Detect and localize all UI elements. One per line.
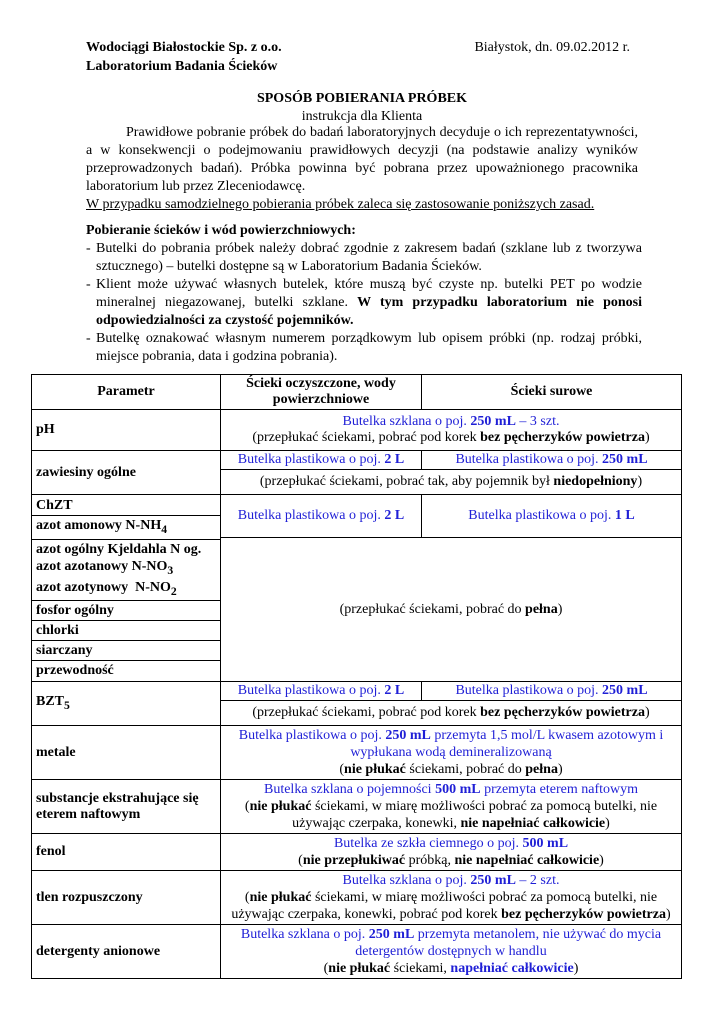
table-row [32,410,682,451]
treated-bottle: Butelka plastikowa o poj. 2 L [221,682,422,701]
list-item: - Butelki do pobrania próbek należy dobrać zgodnie z zakresem badań (szklane lub z tworzywa sztucznego) – butelki dostępne są w Laboratorium Badania Ścieków. [86,241,642,274]
intro-paragraph [86,124,638,214]
table-row [32,451,682,470]
table-row [32,726,682,780]
header-raw: Ścieki surowe [422,375,682,410]
param-name: chlorki [32,621,220,641]
table-row [32,495,682,538]
list-item: - Butelkę oznakować własnym numerem porządkowym lub opisem próbki (np. rodzaj próbki, miejsce pobrania, data i godzina pobrania). [86,331,642,364]
sampling-instruction: Butelka szklana o poj. 250 mL – 3 szt. (przepłukać ściekami, pobrać pod korek bez pęcherzyków powietrza) [221,410,682,451]
param-name: tlen rozpuszczony [32,871,221,925]
table-row [32,834,682,871]
param-name: ChZT [32,496,220,516]
param-name: $BZT_5$ [32,682,221,726]
table-row [32,925,682,979]
raw-bottle: Butelka plastikowa o poj. 250 mL [422,682,682,701]
sampling-rules [86,222,642,366]
document-title: SPOSÓB POBIERANIA PRÓBEK [256,91,468,106]
param-name: azot ogólny Kjeldahla N og. azot azotanowy $N-NO_3$ azot azotynowy $N-NO_2$ [36,541,202,598]
sampling-note: (przepłukać ściekami, pobrać do pełna) [221,537,682,682]
header-treated: Ścieki oczyszczone, wody powierzchniowe [221,375,422,410]
lab-name: Laboratorium Badania Ścieków [86,59,278,74]
param-name: zawiesiny ogólne [32,451,221,495]
param-name: detergenty anionowe [32,925,221,979]
param-name: metale [32,726,221,780]
param-name: przewodność [36,663,114,679]
header-param: Parametr [32,375,221,410]
document-subtitle: instrukcja dla Klienta [301,109,423,124]
param-name: substancje ekstrahujące się eterem naftowym [32,780,221,834]
treated-bottle: Butelka plastikowa o poj. 2 L [221,495,422,538]
param-name: siarczany [32,641,220,661]
rules-list [86,240,642,366]
treated-bottle: Butelka plastikowa o poj. 2 L [221,451,422,470]
table-row [32,780,682,834]
org-name: Wodociągi Białostockie Sp. z o.o. [86,40,282,55]
intro-text: Prawidłowe pobranie próbek do badań laboratoryjnych decyduje o ich reprezentatywności, a w konsekwencji o podejmowaniu prawidłowych decyzji (na podstawie analizy wyników przeprowadzonych badań). Próbka powinna być pobrana przez upoważnionego pracownika laboratorium lub przez Zleceniodawcę. [86,125,638,194]
sampling-instruction: Butelka szklana o poj. 250 mL – 2 szt. (nie płukać ściekami, w miarę możliwości pobrać za pomocą butelki, nie używając czerpaka, konewki, pobrać pod korek bez pęcherzyków powietrza) [221,871,682,925]
table-header-row [32,375,682,410]
parameters-table [31,374,682,979]
param-name: azot amonowy $N-NH_4$ [32,516,220,540]
param-name: fosfor ogólny [32,600,220,621]
section-heading: Pobieranie ścieków i wód powierzchniowych: [86,223,356,238]
table-row [32,871,682,925]
letterhead [86,38,642,76]
sampling-note: (przepłukać ściekami, pobrać pod korek bez pęcherzyków powietrza) [221,701,682,726]
sampling-instruction: Butelka szklana o poj. 250 mL przemyta metanolem, nie używać do mycia detergentów dostępnych w handlu (nie płukać ściekami, napełniać całkowicie) [221,925,682,979]
intro-underlined-note: W przypadku samodzielnego pobierania próbek zaleca się zastosowanie poniższych zasad. [86,197,595,212]
sampling-instruction: Butelka plastikowa o poj. 250 mL przemyta 1,5 mol/L kwasem azotowym i wypłukana wodą demineralizowaną (nie płukać ściekami, pobrać do pełna) [221,726,682,780]
sampling-note: (przepłukać ściekami, pobrać tak, aby pojemnik był niedopełniony) [221,470,682,495]
param-group [32,495,221,682]
raw-bottle: Butelka plastikowa o poj. 250 mL [422,451,682,470]
list-item: - Klient może używać własnych butelek, które muszą być czyste np. butelki PET po wodzie mineralnej niegazowanej, butelki szklane. W tym przypadku laboratorium nie ponosi odpowiedzialności za czystość pojemników. [86,277,642,328]
param-name: pH [32,410,221,451]
sampling-instruction: Butelka szklana o pojemności 500 mL przemyta eterem naftowym (nie płukać ściekami, w miarę możliwości pobrać za pomocą butelki, nie używając czerpaka, konewki, nie napełniać całkowicie) [221,780,682,834]
sampling-instruction: Butelka ze szkła ciemnego o poj. 500 mL (nie przepłukiwać próbką, nie napełniać całkowicie) [221,834,682,871]
param-name: fenol [32,834,221,871]
raw-bottle: Butelka plastikowa o poj. 1 L [422,495,682,538]
table-row [32,682,682,701]
place-date: Białystok, dn. 09.02.2012 r. [474,40,630,55]
